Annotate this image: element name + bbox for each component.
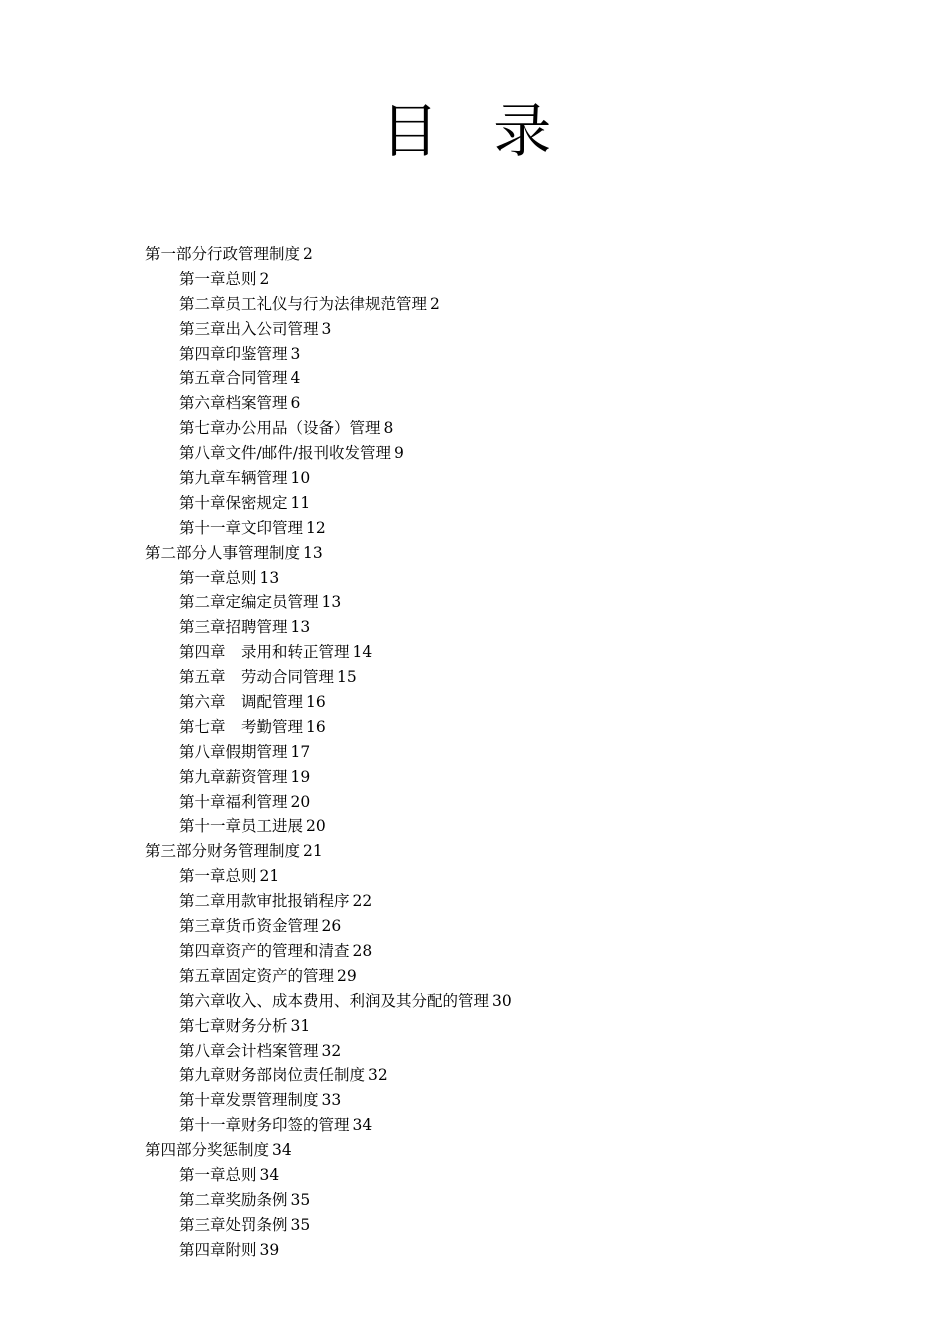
- page-title: 目 录: [380, 97, 570, 165]
- toc-entry-page-number: 2: [430, 294, 440, 313]
- toc-entry-page-number: 39: [259, 1240, 280, 1259]
- toc-chapter-entry[interactable]: [0, 466, 950, 491]
- toc-entry-page-number: 17: [290, 742, 311, 761]
- toc-entry-page-number: 12: [306, 518, 326, 537]
- toc-chapter-entry[interactable]: [0, 964, 950, 989]
- toc-entry-title: 第八章假期管理: [179, 742, 288, 761]
- toc-entry-title: 第十一章财务印签的管理: [179, 1116, 350, 1135]
- toc-entry-page-number: 16: [306, 717, 326, 736]
- toc-entry-page-number: 9: [393, 444, 404, 463]
- toc-chapter-entry[interactable]: [0, 640, 950, 665]
- toc-chapter-entry[interactable]: [0, 491, 950, 516]
- toc-entry-title: 第九章薪资管理: [179, 767, 288, 786]
- toc-entry-title: 第一章总则: [179, 568, 257, 587]
- toc-chapter-entry[interactable]: [0, 914, 950, 939]
- toc-chapter-entry[interactable]: [0, 740, 950, 765]
- toc-entry-page-number: 2: [259, 269, 270, 288]
- toc-entry-title: 第二部分人事管理制度: [145, 543, 301, 562]
- toc-entry-title: 第五章固定资产的管理: [179, 966, 335, 985]
- toc-entry-page-number: 13: [290, 618, 311, 637]
- toc-entry-page-number: 35: [290, 1215, 311, 1234]
- toc-chapter-entry[interactable]: [0, 690, 950, 715]
- toc-entry-title: 第七章财务分析: [179, 1016, 288, 1035]
- toc-entry-title: 第六章收入、成本费用、利润及其分配的管理: [179, 991, 490, 1010]
- toc-entry-title: 第六章档案管理: [179, 394, 288, 413]
- toc-chapter-entry[interactable]: [0, 317, 950, 342]
- toc-entry-title: 第三章招聘管理: [179, 618, 288, 637]
- toc-chapter-entry[interactable]: [0, 1113, 950, 1138]
- toc-entry-title: 第十章保密规定: [179, 493, 288, 512]
- toc-chapter-entry[interactable]: [0, 615, 950, 640]
- toc-entry-title: 第一章总则: [179, 1165, 257, 1184]
- toc-entry-page-number: 34: [259, 1165, 280, 1184]
- toc-chapter-entry[interactable]: [0, 292, 950, 317]
- toc-entry-page-number: 19: [290, 767, 311, 786]
- toc-chapter-entry[interactable]: [0, 814, 950, 839]
- toc-chapter-entry[interactable]: [0, 1039, 950, 1064]
- toc-entry-page-number: 26: [321, 917, 342, 936]
- toc-chapter-entry[interactable]: [0, 267, 950, 292]
- toc-entry-title: 第二章用款审批报销程序: [179, 892, 350, 911]
- toc-entry-title: 第十章发票管理制度: [179, 1091, 319, 1110]
- toc-entry-title: 第三部分财务管理制度: [145, 842, 301, 861]
- toc-chapter-entry[interactable]: [0, 665, 950, 690]
- toc-chapter-entry[interactable]: [0, 342, 950, 367]
- toc-entry-page-number: 20: [290, 792, 311, 811]
- toc-chapter-entry[interactable]: [0, 1163, 950, 1188]
- toc-chapter-entry[interactable]: [0, 441, 950, 466]
- toc-entry-title: 第四章印鉴管理: [179, 344, 288, 363]
- toc-entry-title: 第三章货币资金管理: [179, 917, 319, 936]
- toc-chapter-entry[interactable]: [0, 765, 950, 790]
- toc-entry-title: 第十章福利管理: [179, 792, 288, 811]
- toc-part-entry[interactable]: [0, 242, 950, 267]
- toc-entry-title: 第四章资产的管理和清查: [179, 941, 350, 960]
- toc-entry-page-number: 3: [290, 344, 301, 363]
- toc-entry-page-number: 33: [321, 1091, 342, 1110]
- toc-entry-page-number: 34: [272, 1141, 292, 1160]
- table-of-contents: [0, 242, 950, 1263]
- toc-entry-title: 第七章 考勤管理: [179, 717, 304, 736]
- toc-entry-page-number: 34: [352, 1116, 373, 1135]
- toc-entry-title: 第九章车辆管理: [179, 469, 288, 488]
- toc-entry-page-number: 13: [303, 543, 323, 562]
- toc-entry-title: 第二章奖励条例: [179, 1190, 288, 1209]
- toc-chapter-entry[interactable]: [0, 864, 950, 889]
- toc-entry-title: 第七章办公用品（设备）管理: [179, 419, 381, 438]
- toc-chapter-entry[interactable]: [0, 1063, 950, 1088]
- toc-chapter-entry[interactable]: [0, 590, 950, 615]
- toc-chapter-entry[interactable]: [0, 715, 950, 740]
- toc-entry-page-number: 2: [303, 245, 313, 263]
- toc-entry-page-number: 8: [383, 419, 394, 438]
- toc-entry-title: 第五章合同管理: [179, 369, 288, 388]
- toc-entry-title: 第四部分奖惩制度: [145, 1141, 270, 1160]
- toc-entry-page-number: 28: [352, 941, 373, 960]
- toc-entry-page-number: 21: [259, 867, 280, 886]
- toc-part-entry[interactable]: [0, 1138, 950, 1163]
- toc-chapter-entry[interactable]: [0, 366, 950, 391]
- toc-entry-page-number: 32: [368, 1066, 388, 1085]
- toc-chapter-entry[interactable]: [0, 516, 950, 541]
- toc-entry-page-number: 6: [290, 394, 301, 413]
- toc-entry-page-number: 29: [337, 966, 357, 985]
- toc-entry-title: 第八章文件/邮件/报刊收发管理: [179, 444, 391, 463]
- toc-chapter-entry[interactable]: [0, 1014, 950, 1039]
- toc-entry-page-number: 13: [259, 568, 280, 587]
- toc-entry-page-number: 3: [321, 319, 332, 338]
- toc-entry-title: 第十一章文印管理: [179, 518, 304, 537]
- toc-chapter-entry[interactable]: [0, 989, 950, 1014]
- toc-chapter-entry[interactable]: [0, 1188, 950, 1213]
- toc-entry-title: 第一章总则: [179, 269, 257, 288]
- toc-entry-page-number: 10: [290, 469, 311, 488]
- toc-chapter-entry[interactable]: [0, 1213, 950, 1238]
- toc-chapter-entry[interactable]: [0, 889, 950, 914]
- toc-entry-title: 第十一章员工进展: [179, 817, 304, 836]
- toc-entry-title: 第三章出入公司管理: [179, 319, 319, 338]
- toc-entry-title: 第四章 录用和转正管理: [179, 643, 350, 662]
- toc-entry-title: 第五章 劳动合同管理: [179, 668, 335, 687]
- toc-entry-title: 第二章员工礼仪与行为法律规范管理: [179, 294, 428, 313]
- toc-entry-title: 第三章处罚条例: [179, 1215, 288, 1234]
- toc-chapter-entry[interactable]: [0, 790, 950, 815]
- toc-entry-page-number: 20: [306, 817, 326, 836]
- toc-chapter-entry[interactable]: [0, 416, 950, 441]
- toc-entry-page-number: 14: [352, 643, 373, 662]
- toc-part-entry[interactable]: [0, 839, 950, 864]
- toc-entry-title: 第二章定编定员管理: [179, 593, 319, 612]
- toc-entry-title: 第一部分行政管理制度: [145, 245, 301, 263]
- toc-entry-page-number: 16: [306, 693, 326, 712]
- toc-entry-page-number: 32: [321, 1041, 342, 1060]
- toc-chapter-entry[interactable]: [0, 939, 950, 964]
- toc-entry-title: 第九章财务部岗位责任制度: [179, 1066, 366, 1085]
- toc-entry-page-number: 11: [290, 493, 311, 512]
- toc-chapter-entry[interactable]: [0, 566, 950, 591]
- toc-chapter-entry[interactable]: [0, 391, 950, 416]
- toc-chapter-entry[interactable]: [0, 1238, 950, 1263]
- toc-part-entry[interactable]: [0, 541, 950, 566]
- toc-entry-title: 第一章总则: [179, 867, 257, 886]
- toc-entry-page-number: 13: [321, 593, 342, 612]
- toc-entry-page-number: 31: [290, 1016, 311, 1035]
- toc-entry-page-number: 22: [352, 892, 373, 911]
- toc-entry-title: 第八章会计档案管理: [179, 1041, 319, 1060]
- toc-entry-page-number: 30: [492, 991, 512, 1010]
- toc-entry-page-number: 21: [303, 842, 323, 861]
- toc-entry-title: 第四章附则: [179, 1240, 257, 1259]
- toc-entry-page-number: 15: [337, 668, 357, 687]
- toc-entry-page-number: 35: [290, 1190, 311, 1209]
- toc-entry-title: 第六章 调配管理: [179, 693, 304, 712]
- toc-chapter-entry[interactable]: [0, 1088, 950, 1113]
- toc-entry-page-number: 4: [290, 369, 301, 388]
